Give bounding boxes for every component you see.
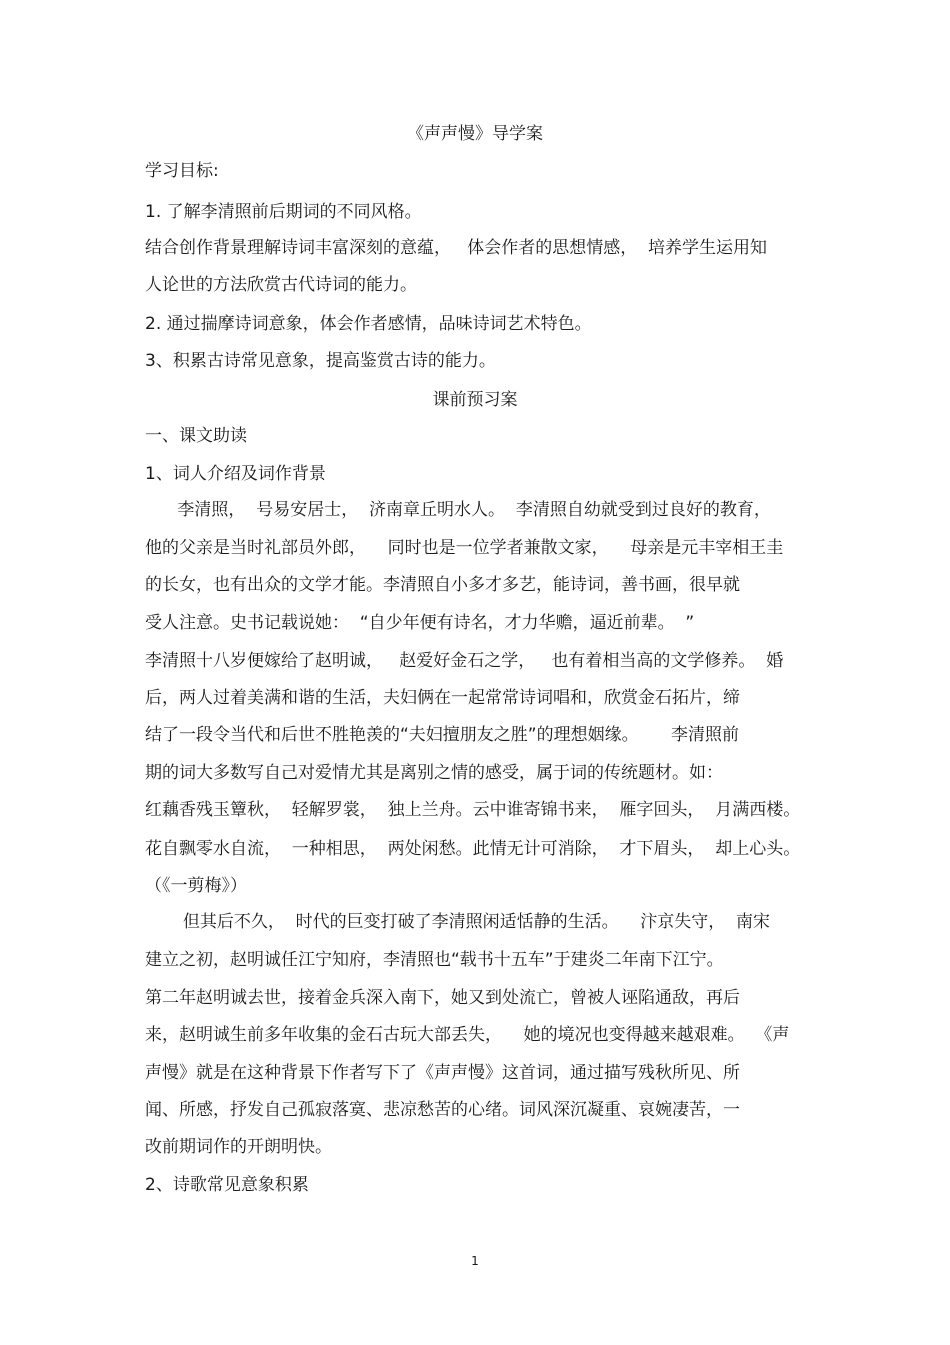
objective-line: 3、积累古诗常见意象，提高鉴赏古诗的能力。 xyxy=(145,351,496,371)
subsection-heading: 1、词人介绍及词作背景 xyxy=(145,464,326,484)
body-line: 李清照十八岁便嫁给了赵明诚， 赵爱好金石之学， 也有着相当高的文学修养。 婚 xyxy=(145,651,784,671)
page-number: 1 xyxy=(471,1254,479,1268)
body-line: 建立之初，赵明诚任江宁知府，李清照也“载书十五车”于建炎二年南下江宁。 xyxy=(145,950,724,970)
objective-line: 1. 了解李清照前后期词的不同风格。 xyxy=(145,202,422,222)
body-line: 声慢》就是在这种背景下作者写下了《声声慢》这首词，通过描写残秋所见、所 xyxy=(145,1063,740,1083)
objective-line: 人论世的方法欣赏古代诗词的能力。 xyxy=(145,275,417,295)
body-line: 但其后不久， 时代的巨变打破了李清照闲适恬静的生活。 汴京失守， 南宋 xyxy=(145,912,771,932)
body-line: 后，两人过着美满和谐的生活，夫妇俩在一起常常诗词唱和，欣赏金石拓片，缔 xyxy=(145,688,740,708)
body-line: 花自飘零水自流， 一种相思， 两处闲愁。此情无计可消除， 才下眉头， 却上心头。 xyxy=(145,839,801,859)
body-line: 结了一段令当代和后世不胜艳羡的“夫妇擅朋友之胜”的理想姻缘。 李清照前 xyxy=(145,725,740,745)
section-title: 课前预习案 xyxy=(432,390,518,410)
body-line: 的长女，也有出众的文学才能。李清照自小多才多艺，能诗词，善书画，很早就 xyxy=(145,575,740,595)
body-line: 红藕香残玉簟秋， 轻解罗裳， 独上兰舟。云中谁寄锦书来， 雁字回头， 月满西楼。 xyxy=(145,800,801,820)
objective-line: 结合创作背景理解诗词丰富深刻的意蕴， 体会作者的思想情感， 培养学生运用知 xyxy=(145,238,768,258)
body-line: 第二年赵明诚去世，接着金兵深入南下，她又到处流亡，曾被人诬陷通敌，再后 xyxy=(145,988,740,1008)
body-line: 受人注意。史书记载说她： “自少年便有诗名，才力华赡，逼近前辈。 ” xyxy=(145,613,695,633)
subsection-heading: 2、诗歌常见意象积累 xyxy=(145,1175,309,1195)
body-line: 来，赵明诚生前多年收集的金石古玩大部丢失， 她的境况也变得越来越艰难。 《声 xyxy=(145,1025,790,1045)
body-line: 闻、所感，抒发自己孤寂落寞、悲凉愁苦的心绪。词风深沉凝重、哀婉凄苦，一 xyxy=(145,1100,740,1120)
body-line: （《一剪梅》） xyxy=(145,876,247,896)
body-line: 他的父亲是当时礼部员外郎， 同时也是一位学者兼散文家， 母亲是元丰宰相王圭 xyxy=(145,538,784,558)
body-line: 改前期词作的开朗明快。 xyxy=(145,1137,332,1157)
body-line: 期的词大多数写自己对爱情尤其是离别之情的感受，属于词的传统题材。如： xyxy=(145,763,723,783)
part-heading: 一、课文助读 xyxy=(145,426,247,446)
body-line: 李清照， 号易安居士， 济南章丘明水人。 李清照自幼就受到过良好的教育， xyxy=(145,500,771,520)
objectives-heading: 学习目标: xyxy=(145,161,219,181)
document-title: 《声声慢》导学案 xyxy=(407,124,543,144)
objective-line: 2. 通过揣摩诗词意象，体会作者感情，品味诗词艺术特色。 xyxy=(145,314,592,334)
